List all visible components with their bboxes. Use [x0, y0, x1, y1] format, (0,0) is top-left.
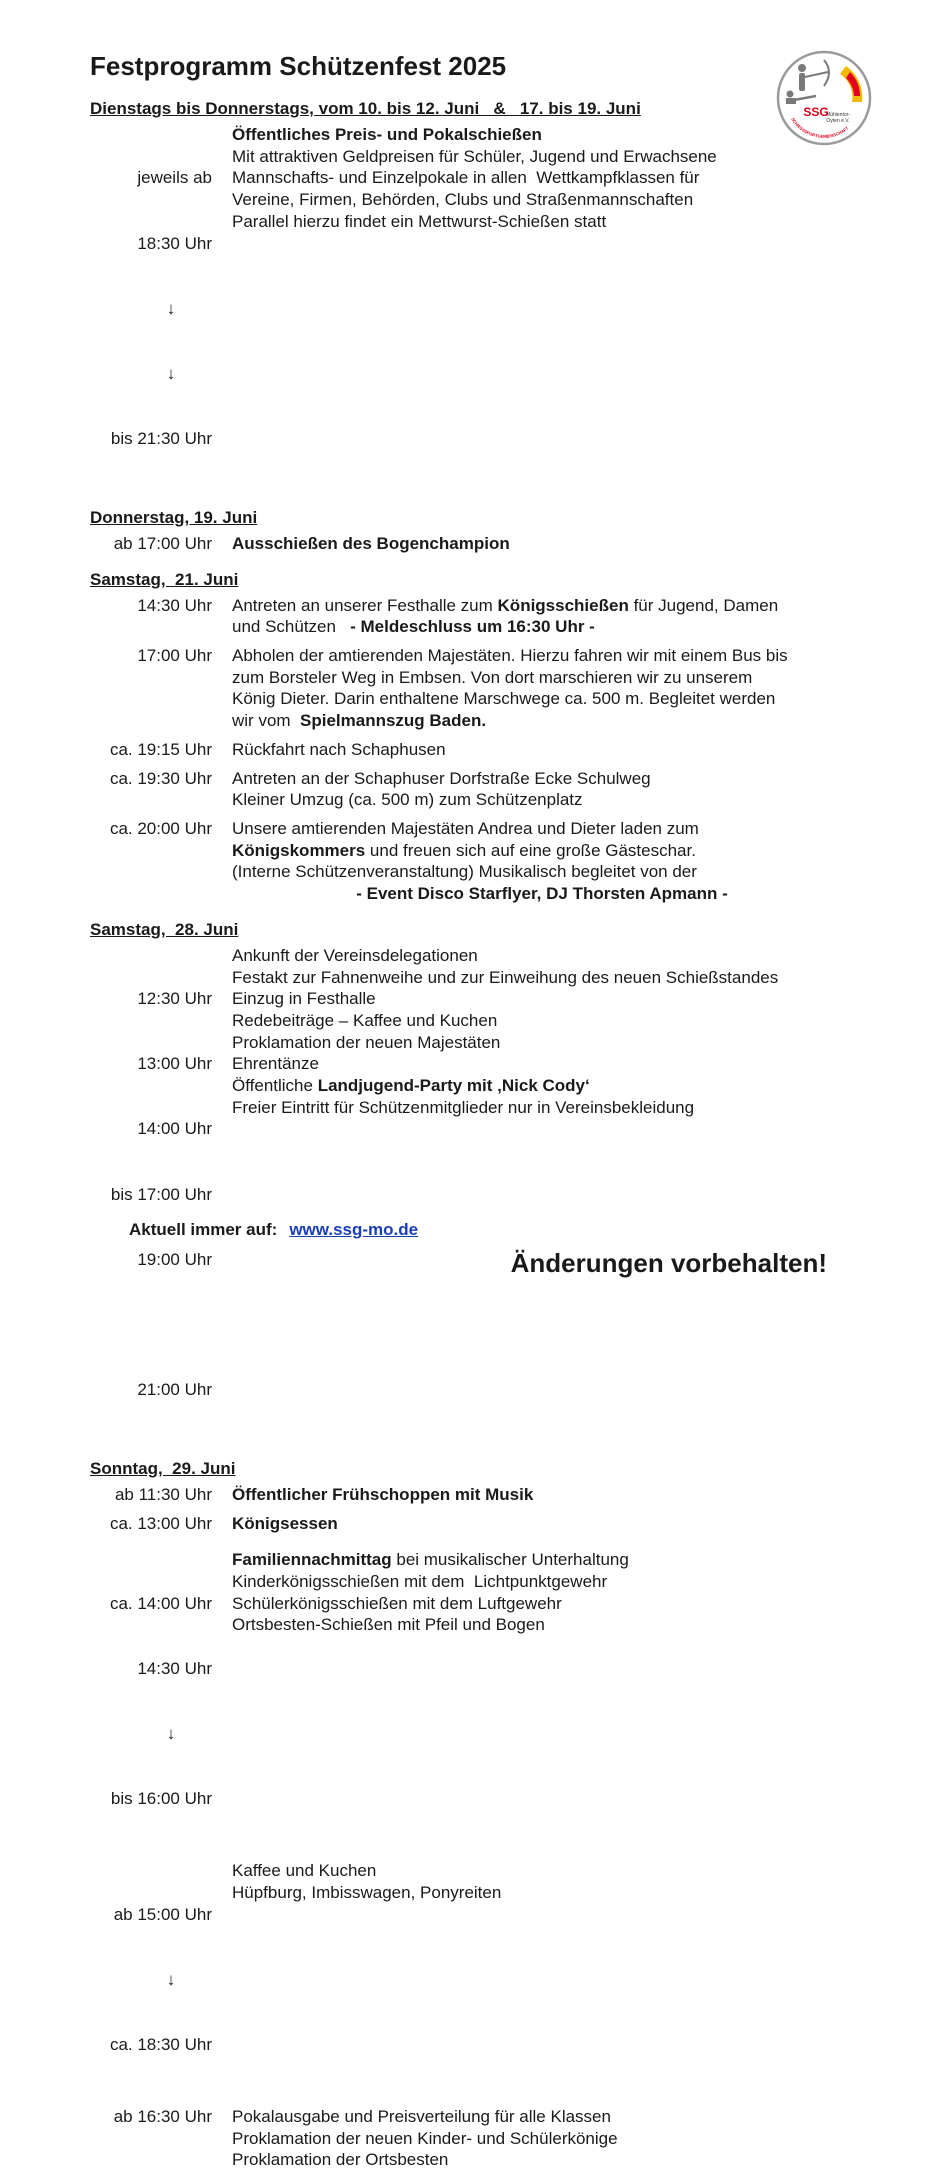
description — [232, 1549, 852, 1853]
description — [232, 2106, 852, 2171]
desc-line-centered: - Event Disco Starflyer, DJ Thorsten Apmann - — [356, 884, 728, 904]
desc-line — [232, 595, 852, 617]
desc-line: Proklamation der Ortsbesten — [232, 2150, 449, 2170]
time-column — [90, 124, 212, 493]
description — [232, 1484, 852, 1506]
entry-koenigsessen — [90, 1513, 870, 1535]
time-label-empty — [90, 1314, 212, 1336]
entry-fruehschoppen — [90, 1484, 870, 1506]
desc-line — [232, 710, 852, 732]
section-heading-sunday-29: Sonntag, 29. Juni — [90, 1458, 236, 1478]
arrow-down-icon: ↓ — [166, 363, 176, 383]
description — [232, 533, 852, 555]
time-label: ca. 19:30 Uhr — [109, 768, 212, 788]
desc-text: Öffentliche — [232, 1076, 318, 1096]
desc-line: (Interne Schützenveranstaltung) Musikalisch begleitet von der — [232, 862, 697, 882]
time-label: 18:30 Uhr — [137, 233, 212, 253]
changes-notice: Änderungen vorbehalten! — [510, 1248, 827, 1278]
desc-line: Unsere amtierenden Majestäten Andrea und Dieter laden zum — [232, 818, 699, 838]
entry-abholen-majestaeten — [90, 645, 870, 732]
time-label: 14:00 Uhr — [137, 1119, 212, 1139]
desc-text: Antreten an unserer Festhalle zum — [232, 595, 498, 615]
arrow-down-icon: ↓ — [166, 1724, 176, 1743]
time-label: ca. 18:30 Uhr — [109, 2034, 212, 2054]
time-label: bis 16:00 Uhr — [110, 1789, 212, 1809]
desc-line — [232, 616, 852, 638]
desc-text-bold: Königsschießen — [497, 595, 629, 615]
entry-bogenchampion — [90, 533, 870, 555]
entry-koenigsschiessen — [90, 595, 870, 638]
section-weekdays — [90, 124, 870, 493]
desc-line: Kaffee und Kuchen — [232, 1861, 377, 1881]
time-label: jeweils ab — [137, 168, 212, 188]
desc-line — [232, 1075, 852, 1097]
time-column — [90, 945, 212, 1444]
footer-label: Aktuell immer auf: — [129, 1220, 278, 1239]
desc-line: König Dieter. Darin enthaltene Marschwege ca. 500 m. Begleitet werden — [232, 689, 776, 709]
desc-line: Parallel hierzu findet ein Mettwurst-Schießen statt — [232, 211, 607, 231]
time-label: ca. 13:00 Uhr — [109, 1513, 212, 1533]
section-saturday-21 — [90, 595, 870, 905]
desc-line: Freier Eintritt für Schützenmitglieder nur in Vereinsbekleidung — [232, 1097, 695, 1117]
desc-line: Redebeiträge – Kaffee und Kuchen — [232, 1010, 498, 1030]
entry-fahnenweihe — [90, 945, 870, 1444]
section-heading-thursday: Donnerstag, 19. Juni — [90, 507, 258, 527]
desc-line: Hüpfburg, Imbisswagen, Ponyreiten — [232, 1882, 502, 1902]
logo-ring-textpath: SCHIESSSPORTGEMEINSCHAFT — [790, 116, 850, 139]
desc-line: Ortsbesten-Schießen mit Pfeil und Bogen — [232, 1615, 545, 1635]
description — [232, 645, 852, 732]
desc-line-bold: Königsessen — [232, 1513, 338, 1533]
desc-line: Mannschafts- und Einzelpokale in allen Wettkampfklassen für — [232, 168, 700, 188]
section-heading-saturday-21: Samstag, 21. Juni — [90, 569, 239, 589]
entry-rueckfahrt — [90, 739, 870, 761]
arrow-down-icon: ↓ — [166, 1969, 176, 1989]
desc-line: Kleiner Umzug (ca. 500 m) zum Schützenplatz — [232, 790, 583, 810]
logo-subtext: Oyten e.V. — [826, 118, 850, 124]
time-label: 14:30 Uhr — [137, 595, 212, 615]
time-label: 19:00 Uhr — [137, 1249, 212, 1269]
desc-line: Einzug in Festhalle — [232, 989, 376, 1009]
entry-koenigskommers — [90, 818, 870, 905]
page-title: Festprogramm Schützenfest 2025 — [90, 51, 507, 81]
desc-text-bold: Familiennachmittag — [232, 1550, 392, 1570]
desc-line: zum Borsteler Weg in Embsen. Von dort marschieren wir zu unserem — [232, 667, 753, 687]
time-label: ab 11:30 Uhr — [114, 1484, 212, 1504]
logo-subtext: Mühlentor- — [826, 112, 850, 118]
description — [232, 1513, 852, 1535]
desc-line: Kinderkönigsschießen mit dem Lichtpunktgewehr — [232, 1572, 608, 1592]
desc-line — [232, 1549, 852, 1571]
section-saturday-28 — [90, 945, 870, 1444]
desc-text: bei musikalischer Unterhaltung — [391, 1550, 629, 1570]
time-label: 12:30 Uhr — [137, 989, 212, 1009]
entry-familiennachmittag — [90, 1549, 870, 1853]
description — [232, 945, 852, 1444]
desc-line: Mit attraktiven Geldpreisen für Schüler, Jugend und Erwachsene — [232, 146, 717, 166]
description — [232, 818, 852, 905]
desc-text: und Schützen — [232, 617, 351, 637]
time-label: ca. 19:15 Uhr — [109, 739, 212, 759]
time-label: 13:00 Uhr — [137, 1054, 212, 1074]
description — [232, 595, 852, 638]
entry-kaffee-kuchen — [90, 1860, 870, 2099]
section-heading-saturday-28: Samstag, 28. Juni — [90, 919, 239, 939]
desc-line: Schülerkönigsschießen mit dem Luftgewehr — [232, 1593, 562, 1613]
time-label: bis 21:30 Uhr — [110, 428, 212, 448]
section-thursday — [90, 533, 870, 555]
time-label: ca. 20:00 Uhr — [109, 818, 212, 838]
description — [232, 739, 852, 761]
program-page — [90, 50, 870, 2171]
website-link[interactable]: www.ssg-mo.de — [289, 1220, 419, 1239]
desc-text-bold: Landjugend-Party mit ‚Nick Cody‘ — [317, 1076, 590, 1096]
desc-line-bold: Öffentliches Preis- und Pokalschießen — [232, 125, 542, 144]
desc-line: Ankunft der Vereinsdelegationen — [232, 945, 478, 965]
desc-line: Pokalausgabe und Preisverteilung für alle Klassen — [232, 2106, 611, 2126]
desc-line: Vereine, Firmen, Behörden, Clubs und Straßenmannschaften — [232, 190, 694, 210]
ssg-logo — [776, 50, 872, 146]
section-heading-weekdays: Dienstags bis Donnerstags, vom 10. bis 12. Juni & 17. bis 19. Juni — [90, 99, 641, 118]
entry-umzug — [90, 768, 870, 811]
desc-line-bold: Öffentlicher Frühschoppen mit Musik — [232, 1484, 534, 1504]
time-label: 21:00 Uhr — [137, 1379, 212, 1399]
time-label: bis 17:00 Uhr — [110, 1184, 212, 1204]
time-label: ab 17:00 Uhr — [113, 533, 212, 553]
time-column — [90, 1860, 212, 2099]
desc-line-bold: Ausschießen des Bogenchampion — [232, 533, 510, 553]
time-label: 17:00 Uhr — [137, 646, 212, 666]
entry-pokalausgabe — [90, 2106, 870, 2171]
desc-line: Festakt zur Fahnenweihe und zur Einweihung des neuen Schießstandes — [232, 967, 779, 987]
arrow-down-icon: ↓ — [166, 298, 176, 318]
desc-text: für Jugend, Damen — [628, 595, 779, 615]
desc-line: Ehrentänze — [232, 1054, 319, 1074]
desc-line: Abholen der amtierenden Majestäten. Hierzu fahren wir mit einem Bus bis — [232, 646, 788, 666]
desc-text-bold: Spielmannszug Baden. — [300, 711, 487, 731]
desc-line: Proklamation der neuen Kinder- und Schülerkönige — [232, 2128, 618, 2148]
desc-line: Rückfahrt nach Schaphusen — [232, 739, 446, 759]
desc-line: Antreten an der Schaphuser Dorfstraße Ecke Schulweg — [232, 768, 651, 788]
time-label: ab 16:30 Uhr — [113, 2106, 212, 2126]
desc-text: und freuen sich auf eine große Gästeschar. — [365, 840, 696, 860]
desc-text-bold: - Meldeschluss um 16:30 Uhr - — [350, 617, 595, 637]
section-sunday-29 — [90, 1484, 870, 2171]
desc-line — [232, 840, 852, 862]
desc-text: wir vom — [232, 711, 300, 731]
desc-text-bold: Königskommers — [232, 840, 366, 860]
description — [232, 124, 852, 493]
time-column — [90, 1549, 212, 1853]
time-label: 14:30 Uhr — [137, 1658, 212, 1678]
desc-line: Proklamation der neuen Majestäten — [232, 1032, 501, 1052]
description — [232, 768, 852, 811]
footer-link-row — [129, 1220, 418, 1240]
entry-weekday-shooting — [90, 124, 870, 493]
description — [232, 1860, 852, 2099]
logo-text: SSG — [803, 105, 829, 119]
time-label: ca. 14:00 Uhr — [109, 1593, 212, 1613]
time-label: ab 15:00 Uhr — [113, 1904, 212, 1924]
